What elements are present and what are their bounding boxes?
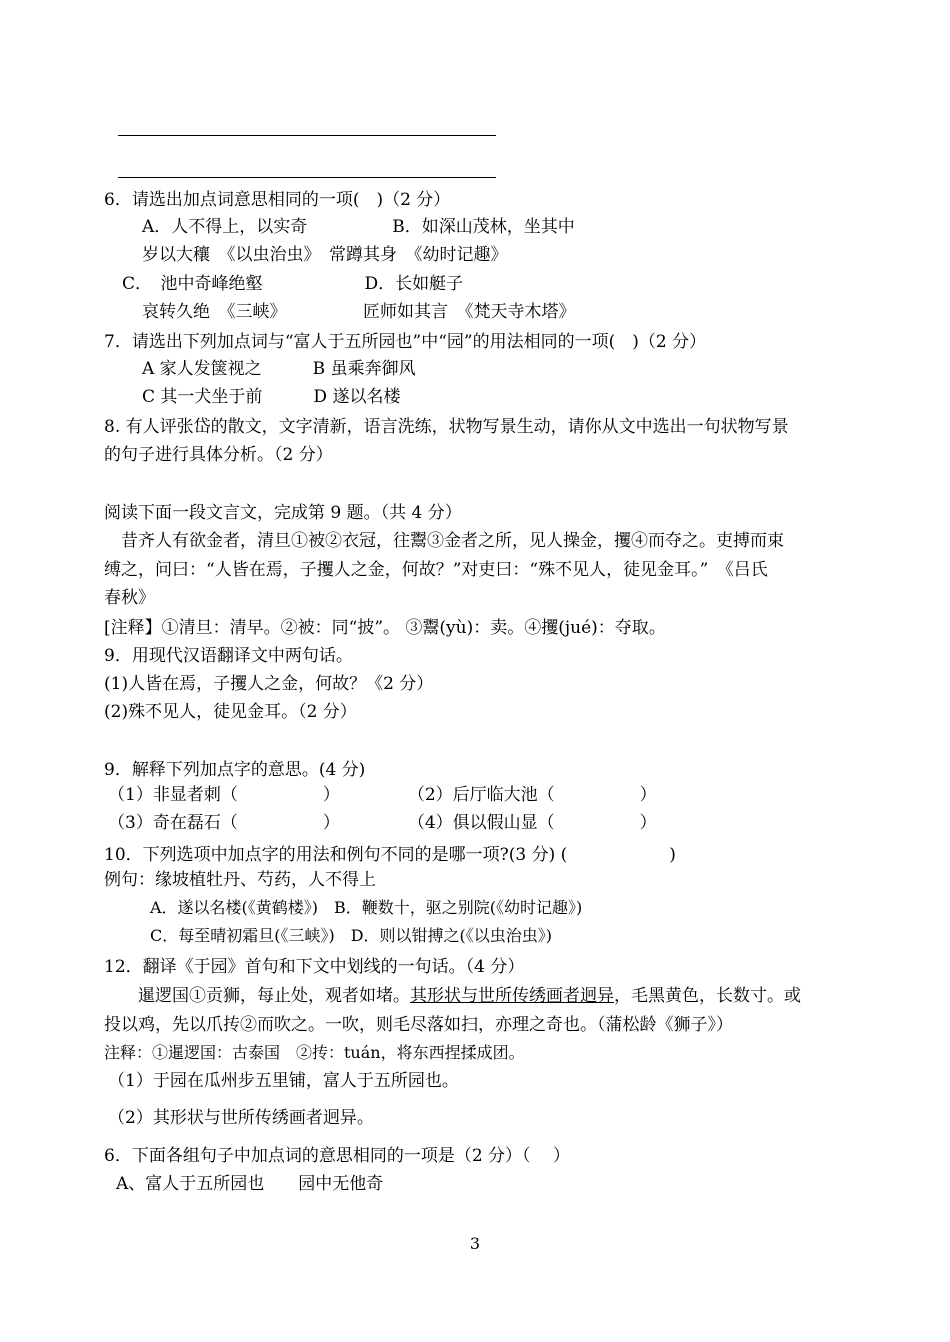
- question-9-part-1: (1)人皆在焉，子攫人之金，何故？《2 分）: [104, 674, 434, 694]
- passage-notes: [注释】①清旦：清早。②被：同“披”。 ③鬻(yù)：卖。④攫(jué)：夺取。: [104, 618, 666, 638]
- lion-passage-text: ，毛黑黄色，长数寸。或: [614, 986, 801, 1006]
- lion-passage-line-2: 投以鸡，先以爪抟②而吹之。一吹，则毛尽落如扫，亦理之奇也。（蒲松龄《狮子》）: [104, 1015, 733, 1035]
- question-8-line-2: 的句子进行具体分析。（2 分）: [104, 445, 333, 465]
- question-6-sources-cd: 哀转久绝 《三峡》 匠师如其言 《梵天寺木塔》: [142, 302, 576, 322]
- answer-blank-line[interactable]: [118, 177, 496, 178]
- question-7-options-ab: A 家人发箧视之 B 虽乘奔御风: [142, 359, 416, 379]
- question-6b-option-a: A、富人于五所园也 园中无他奇: [116, 1174, 384, 1194]
- question-6-options-ab: A．人不得上，以实奇 B．如深山茂林，坐其中: [142, 217, 575, 237]
- question-7-stem: 7．请选出下列加点词与“富人于五所园也”中“园”的用法相同的一项( )（2 分）: [104, 332, 707, 352]
- reading-instruction: 阅读下面一段文言文，完成第 9 题。（共 4 分）: [104, 503, 462, 523]
- passage-line-2: 缚之，问曰：“人皆在焉，子攫人之金，何故？”对吏曰：“殊不见人，徒见金耳。” 《吕氏: [104, 560, 768, 580]
- underlined-sentence: 其形状与世所传绣画者迥异: [410, 986, 614, 1006]
- question-10-stem: 10．下列选项中加点字的用法和例句不同的是哪一项?(3 分) ( ): [104, 845, 676, 865]
- answer-blank-line[interactable]: [118, 135, 496, 136]
- question-9b-row-2: （3）奇在磊石（ ） （4）俱以假山显（ ）: [108, 813, 657, 833]
- question-10-options-ab: A．遂以名楼(《黄鹤楼》) B．鞭数十，驱之别院(《幼时记趣》): [150, 898, 583, 917]
- question-6-sources-ab: 岁以大穰 《以虫治虫》 常蹲其身 《幼时记趣》: [142, 245, 508, 265]
- lion-passage-notes: 注释：①暹逻国：古泰国 ②抟：tuán，将东西捏揉成团。: [104, 1043, 525, 1062]
- question-7-options-cd: C 其一犬坐于前 D 遂以名楼: [142, 387, 401, 407]
- question-10-options-cd: C．每至晴初霜旦(《三峡》) D．则以钳搏之(《以虫治虫》): [150, 926, 553, 945]
- question-9b-row-1: （1）非显者刺（ ） （2）后厅临大池（ ）: [108, 785, 657, 805]
- passage-line-1: 昔齐人有欲金者，清旦①被②衣冠，往鬻③金者之所，见人操金，攫④而夺之。吏搏而束: [104, 531, 784, 551]
- question-9-part-2: (2)殊不见人，徒见金耳。（2 分）: [104, 702, 357, 722]
- question-12-part-2: （2）其形状与世所传绣画者迥异。: [108, 1108, 374, 1128]
- question-12-part-1: （1）于园在瓜州步五里铺，富人于五所园也。: [108, 1071, 459, 1091]
- question-6-stem: 6．请选出加点词意思相同的一项( )（2 分）: [104, 190, 451, 210]
- question-10-example: 例句：缘坡植牡丹、芍药，人不得上: [104, 870, 376, 890]
- page-number: 3: [469, 1234, 481, 1253]
- question-12-stem: 12．翻译《于园》首句和下文中划线的一句话。（4 分）: [104, 957, 525, 977]
- question-6-options-cd: C． 池中奇峰绝壑 D．长如艇子: [122, 274, 464, 294]
- question-8-line-1: 8. 有人评张岱的散文，文字清新，语言洗练，状物写景生动，请你从文中选出一句状物写景: [104, 417, 789, 437]
- lion-passage-text: 暹逻国①贡狮，每止处，观者如堵。: [104, 986, 410, 1006]
- question-6b-stem: 6．下面各组句子中加点词的意思相同的一项是（2 分）（ ）: [104, 1146, 570, 1166]
- lion-passage-line-1: [104, 985, 801, 1007]
- question-9b-stem: 9．解释下列加点字的意思。(4 分): [104, 760, 366, 780]
- passage-line-3: 春秋》: [104, 588, 155, 608]
- question-9-stem: 9．用现代汉语翻译文中两句话。: [104, 646, 353, 666]
